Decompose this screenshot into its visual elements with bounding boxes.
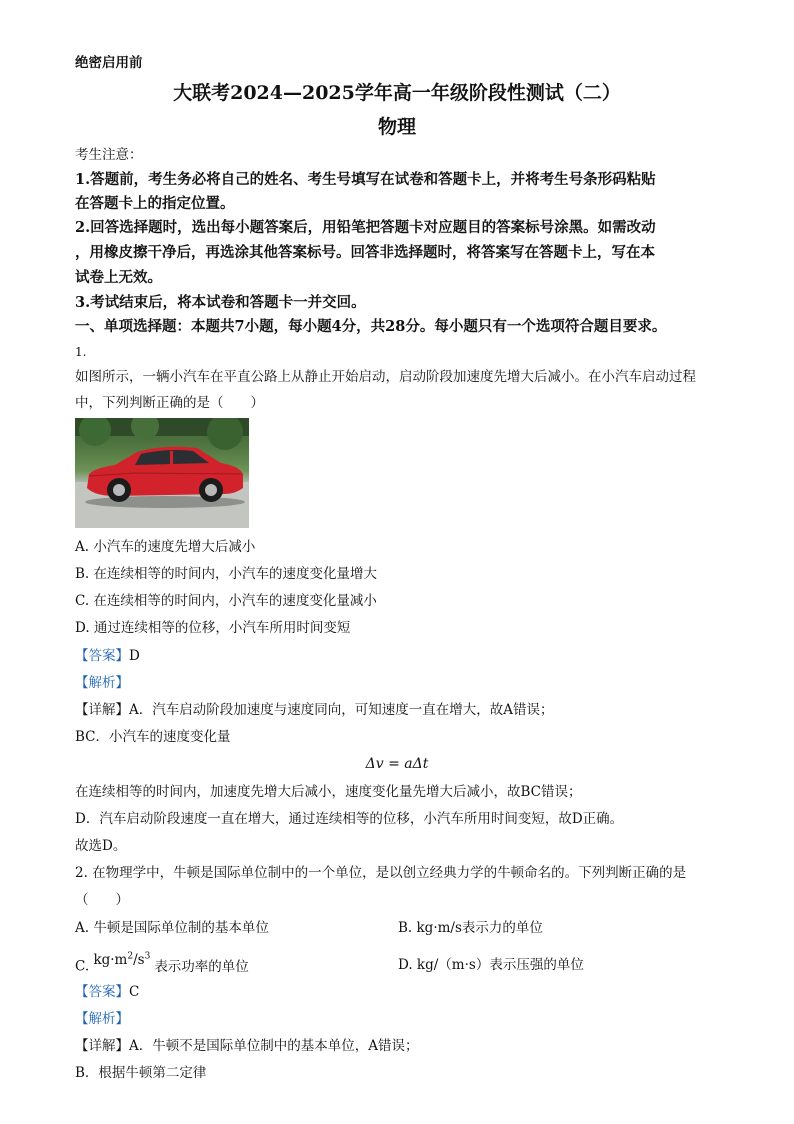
- notice-line-3: 2.回答选择题时，选出每小题答案后，用铅笔把答题卡对应题目的答案标号涂黑。如需改动: [75, 219, 656, 236]
- question-1-number: 1.: [75, 345, 87, 359]
- question-2-answer: [75, 982, 139, 1002]
- answer-tag: 【答案】: [75, 984, 129, 1000]
- notice-line-4: ，用橡皮擦干净后，再选涂其他答案标号。回答非选择题时，将答案写在答题卡上，写在本: [75, 244, 655, 261]
- question-1-detail-3: 在连续相等的时间内，加速度先增大后减小，速度变化量先增大后减小，故BC错误；: [75, 784, 582, 800]
- option-c-text: 表示功率的单位: [154, 958, 249, 975]
- question-2-option-c: [75, 953, 249, 977]
- exam-title: 大联考2024—2025学年高一年级阶段性测试（二）: [173, 82, 621, 104]
- question-2-stem-1: 2. 在物理学中，牛顿是国际单位制中的一个单位，是以创立经典力学的牛顿命名的。下列判断正确的是: [75, 865, 687, 881]
- notice-line-2: 在答题卡上的指定位置。: [75, 195, 235, 212]
- red-car-photo: [75, 418, 249, 528]
- question-1-stem-1: 如图所示，一辆小汽车在平直公路上从静止开始启动，启动阶段加速度先增大后减小。在小汽车启动过程: [75, 369, 696, 385]
- question-1-detail-5: 故选D。: [75, 838, 127, 854]
- question-1-option-b: B. 在连续相等的时间内，小汽车的速度变化量增大: [75, 566, 378, 582]
- question-2-option-b: B. kg·m/s表示力的单位: [398, 920, 543, 936]
- question-2-option-d: D. kg/（m·s）表示压强的单位: [398, 957, 584, 973]
- question-1-answer: [75, 646, 140, 666]
- detail-tag: 【详解】: [75, 1038, 129, 1054]
- section-heading: 一、单项选择题：本题共7小题，每小题4分，共28分。每小题只有一个选项符合题目要求。: [75, 318, 667, 335]
- question-1-option-d: D. 通过连续相等的位移，小汽车所用时间变短: [75, 620, 351, 636]
- confidential-label: 绝密启用前: [75, 55, 143, 71]
- question-1-detail-2: BC．小汽车的速度变化量: [75, 729, 231, 745]
- answer-value: D: [129, 648, 140, 664]
- detail-text: A．牛顿不是国际单位制中的基本单位，A错误；: [129, 1038, 419, 1054]
- notice-line-6: 3.考试结束后，将本试卷和答题卡一并交回。: [75, 294, 366, 311]
- car-illustration: [75, 418, 249, 528]
- question-2-stem-2: （ ）: [75, 892, 129, 908]
- question-2-detail-1: [75, 1036, 419, 1056]
- option-c-unit: $kg\cdot m^2/s^3$: [93, 951, 151, 968]
- question-1-option-a: A. 小汽车的速度先增大后减小: [75, 539, 256, 555]
- velocity-change-formula: Δv = aΔt: [365, 756, 429, 772]
- notice-line-5: 试卷上无效。: [75, 269, 162, 286]
- question-1-detail-4: D．汽车启动阶段速度一直在增大，通过连续相等的位移，小汽车所用时间变短，故D正确。: [75, 811, 624, 827]
- answer-value: C: [129, 984, 140, 1000]
- question-2-detail-2: B．根据牛顿第二定律: [75, 1065, 207, 1081]
- question-1-detail-1: [75, 700, 554, 720]
- question-1-option-c: C. 在连续相等的时间内，小汽车的速度变化量减小: [75, 593, 377, 609]
- question-1-stem-2: 中，下列判断正确的是（ ）: [75, 395, 264, 411]
- detail-text: A．汽车启动阶段加速度与速度同向，可知速度一直在增大，故A错误；: [129, 702, 554, 718]
- notice-heading: 考生注意：: [75, 147, 143, 163]
- answer-tag: 【答案】: [75, 648, 129, 664]
- option-c-letter: C.: [75, 958, 94, 975]
- question-1-analysis-tag: 【解析】: [75, 675, 129, 691]
- question-2-option-a: A. 牛顿是国际单位制的基本单位: [75, 920, 269, 936]
- detail-tag: 【详解】: [75, 702, 129, 718]
- notice-line-1: 1.答题前，考生务必将自己的姓名、考生号填写在试卷和答题卡上，并将考生号条形码粘贴: [75, 171, 656, 188]
- question-2-analysis-tag: 【解析】: [75, 1011, 129, 1027]
- subject-title: 物理: [377, 116, 416, 138]
